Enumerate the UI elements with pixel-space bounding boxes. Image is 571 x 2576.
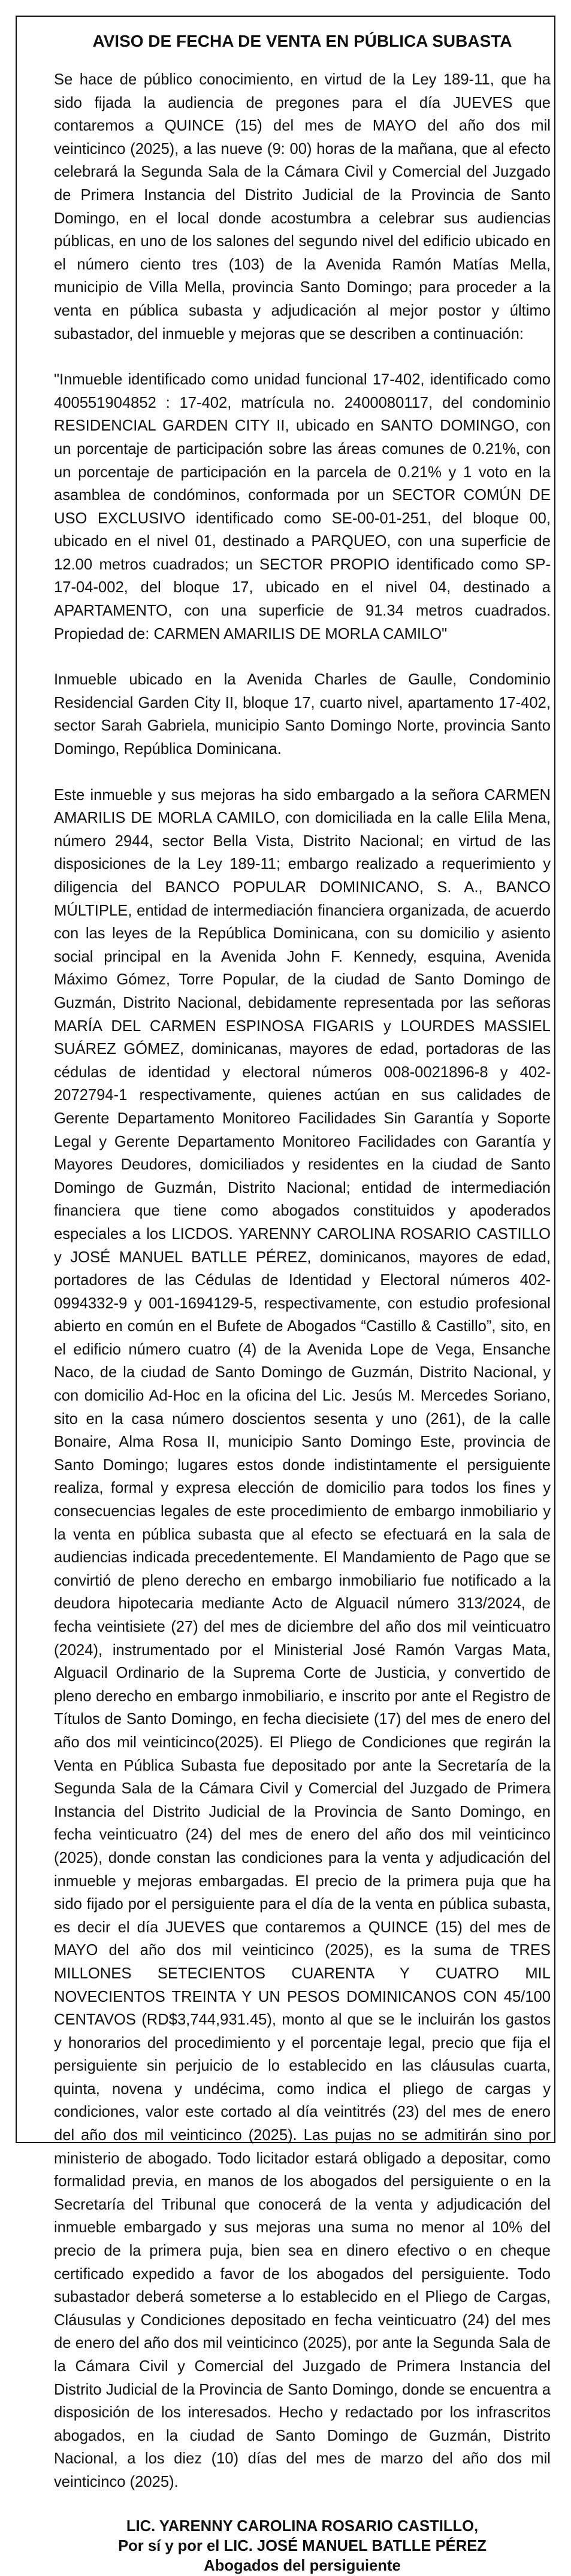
notice-paragraph-details: Este inmueble y sus mejoras ha sido embargado a la señora CARMEN AMARILIS DE MORLA CAMILO, con domiciliada en la calle Elila Mena, número 2944, sector Bella Vista, Distrito Nacional; en virtud de las disposiciones de la Ley 189-11; embargo realizado a requerimiento y diligencia del BANCO POPULAR DOMINICANO, S. A., BANCO MÚLTIPLE, entidad de intermediación financiera organizada, de acuerdo con las leyes de la República Dominicana, con su domicilio y asiento social principal en la Avenida John F. Kennedy, esquina, Avenida Máximo Gómez, Torre Popular, de la ciudad de Santo Domingo de Guzmán, Distrito Nacional, debidamente representada por las señoras MARÍA DEL CARMEN ESPINOSA FIGARIS y LOURDES MASSIEL SUÁREZ GÓMEZ, dominicanas, mayores de edad, portadoras de las cédulas de identidad y electoral números 008-0021896-8 y 402-2072794-1 respectivamente, quienes actúan en sus calidades de Gerente Departamento Monitoreo Facilidades Sin Garantía y Soporte Legal y Gerente Departamento Monitoreo Facilidades con Garantía y Mayores Deudores, domiciliados y residentes en la ciudad de Santo Domingo de Guzmán, Distrito Nacional; entidad de intermediación financiera que tiene como abogados constituidos y apoderados especiales a los LICDOS. YARENNY CAROLINA ROSARIO CASTILLO y JOSÉ MANUEL BATLLE PÉREZ, dominicanos, mayores de edad, portadores de las Cédulas de Identidad y Electoral números 402-0994332-9 y 001-1694129-5, respectivamente, con estudio profesional abierto en común en el Bufete de Abogados “Castillo & Castillo”, sito, en el edificio número cuatro (4) de la Avenida Lope de Vega, Ensanche Naco, de la ciudad de Santo Domingo de Guzmán, Distrito Nacional, y con domicilio Ad-Hoc en la oficina del Lic. Jesús M. Mercedes Soriano, sito en la casa número doscientos sesenta y uno (261), de la calle Bonaire, Alma Rosa II, municipio Santo Domingo Este, provincia de Santo Domingo; lugares estos donde indistintamente el persiguiente realiza, formal y expresa elección de domicilio para todos los fines y consecuencias legales de este procedimiento de embargo inmobiliario y la venta en pública subasta que al efecto se efectuará en la sala de audiencias indicada precedentemente. El Mandamiento de Pago que se convirtió de pleno derecho en embargo inmobiliario fue notificado a la deudora hipotecaria mediante Acto de Alguacil número 313/2024, de fecha veintisiete (27) del mes de diciembre del año dos mil veinticuatro (2024), instrumentado por el Ministerial José Ramón Vargas Mata, Alguacil Ordinario de la Suprema Corte de Justicia, y convertido de pleno derecho en embargo inmobiliario, e inscrito por ante el Registro de Títulos de Santo Domingo, en fecha diecisiete (17) del mes de enero del año dos mil veinticinco(2025). El Pliego de Condiciones que regirán la Venta en Pública Subasta fue depositado por ante la Secretaría de la Segunda Sala de la Cámara Civil y Comercial del Juzgado de Primera Instancia del Distrito Judicial de la Provincia de Santo Domingo, en fecha veinticuatro (24) del mes de enero del año dos mil veinticinco (2025), donde constan las condiciones para la venta y adjudicación del inmueble y mejoras embargadas. El precio de la primera puja que ha sido fijado por el persiguiente para el día de la venta en pública subasta, es decir el día JUEVES que contaremos a QUINCE (15) del mes de MAYO del año dos mil veinticinco (2025), es la suma de TRES MILLONES SETECIENTOS CUARENTA Y CUATRO MIL NOVECIENTOS TREINTA Y UN PESOS DOMINICANOS CON 45/100 CENTAVOS (RD$3,744,931.45), monto al que se le incluirán los gastos y honorarios del procedimiento y el porcentaje legal, precio que fija el persiguiente sin perjuicio de lo establecido en las cláusulas cuarta, quinta, novena y undécima, como indica el pliego de cargas y condiciones, valor este cortado al día veintitrés (23) del mes de enero del año dos mil veinticinco (2025). Las pujas no se admitirán sino por ministerio de abogado. Todo licitador estará obligado a depositar, como formalidad previa, en manos de los abogados del persiguiente o en la Secretaría del Tribunal que conocerá de la venta y adjudicación del inmueble embargado y sus mejoras una suma no menor al 10% del precio de la primera puja, bien sea en dinero efectivo o en cheque certificado expedido a favor de los abogados del persiguiente. Todo subastador deberá someterse a lo establecido en el Pliego de Cargas, Cláusulas y Condiciones depositado en fecha veinticuatro (24) del mes de enero del año dos mil veinticinco (2025), por ante la Segunda Sala de la Cámara Civil y Comercial del Juzgado de Primera Instancia del Distrito Judicial de la Provincia de Santo Domingo, donde se encuentra a disposición de los interesados. Hecho y redactado por los infrascritos abogados, en la ciudad de Santo Domingo de Guzmán, Distrito Nacional, a los diez (10) días del mes de marzo del año dos mil veinticinco (2025). <box>54 786 551 2490</box>
signature-block <box>54 2517 551 2576</box>
notice-paragraph-property-description: "Inmueble identificado como unidad funcional 17-402, identificado como 400551904852 : 17-402, matrícula no. 2400080117, del condominio RESIDENCIAL GARDEN CITY II, ubicado en SANTO DOMINGO, con un porcentaje de participación sobre las áreas comunes de 0.21%, con un porcentaje de participación en la parcela de 0.21% y 1 voto en la asamblea de condóminos, conformada por un SECTOR COMÚN DE USO EXCLUSIVO identificado como SE-00-01-251, del bloque 00, ubicado en el nivel 01, destinado a PARQUEO, con una superficie de 12.00 metros cuadrados; un SECTOR PROPIO identificado como SP-17-04-002, del bloque 17, ubicado en el nivel 04, destinado a APARTAMENTO, con una superficie de 91.34 metros cuadrados. Propiedad de: CARMEN AMARILIS DE MORLA CAMILO" <box>54 371 551 643</box>
notice-paragraph-intro: Se hace de público conocimiento, en virtud de la Ley 189-11, que ha sido fijada la audiencia de pregones para el día JUEVES que contaremos a QUINCE (15) del mes de MAYO del año dos mil veinticinco (2025), a las nueve (9: 00) horas de la mañana, que al efecto celebrará la Segunda Sala de la Cámara Civil y Comercial del Juzgado de Primera Instancia del Distrito Judicial de la Provincia de Santo Domingo, en el local donde acostumbra a celebrar sus audiencias públicas, en uno de los salones del segundo nivel del edificio ubicado en el número ciento tres (103) de la Avenida Ramón Matías Mella, municipio de Villa Mella, provincia Santo Domingo; para proceder a la venta en pública subasta y adjudicación al mejor postor y último subastador, del inmueble y mejoras que se describen a continuación: <box>54 71 551 343</box>
legal-notice <box>16 16 555 2574</box>
signature-line-2: Por sí y por el LIC. JOSÉ MANUEL BATLLE PÉREZ <box>118 2537 487 2554</box>
signature-line-3: Abogados del persiguiente <box>204 2557 401 2574</box>
signature-line-1: LIC. YARENNY CAROLINA ROSARIO CASTILLO, <box>126 2517 479 2535</box>
notice-title: AVISO DE FECHA DE VENTA EN PÚBLICA SUBASTA <box>92 32 512 50</box>
notice-paragraph-property-location: Inmueble ubicado en la Avenida Charles de Gaulle, Condominio Residencial Garden City II, bloque 17, cuarto nivel, apartamento 17-402, sector Sarah Gabriela, municipio Santo Domingo Norte, provincia Santo Domingo, República Dominicana. <box>54 671 551 758</box>
notice-content <box>54 31 551 2576</box>
